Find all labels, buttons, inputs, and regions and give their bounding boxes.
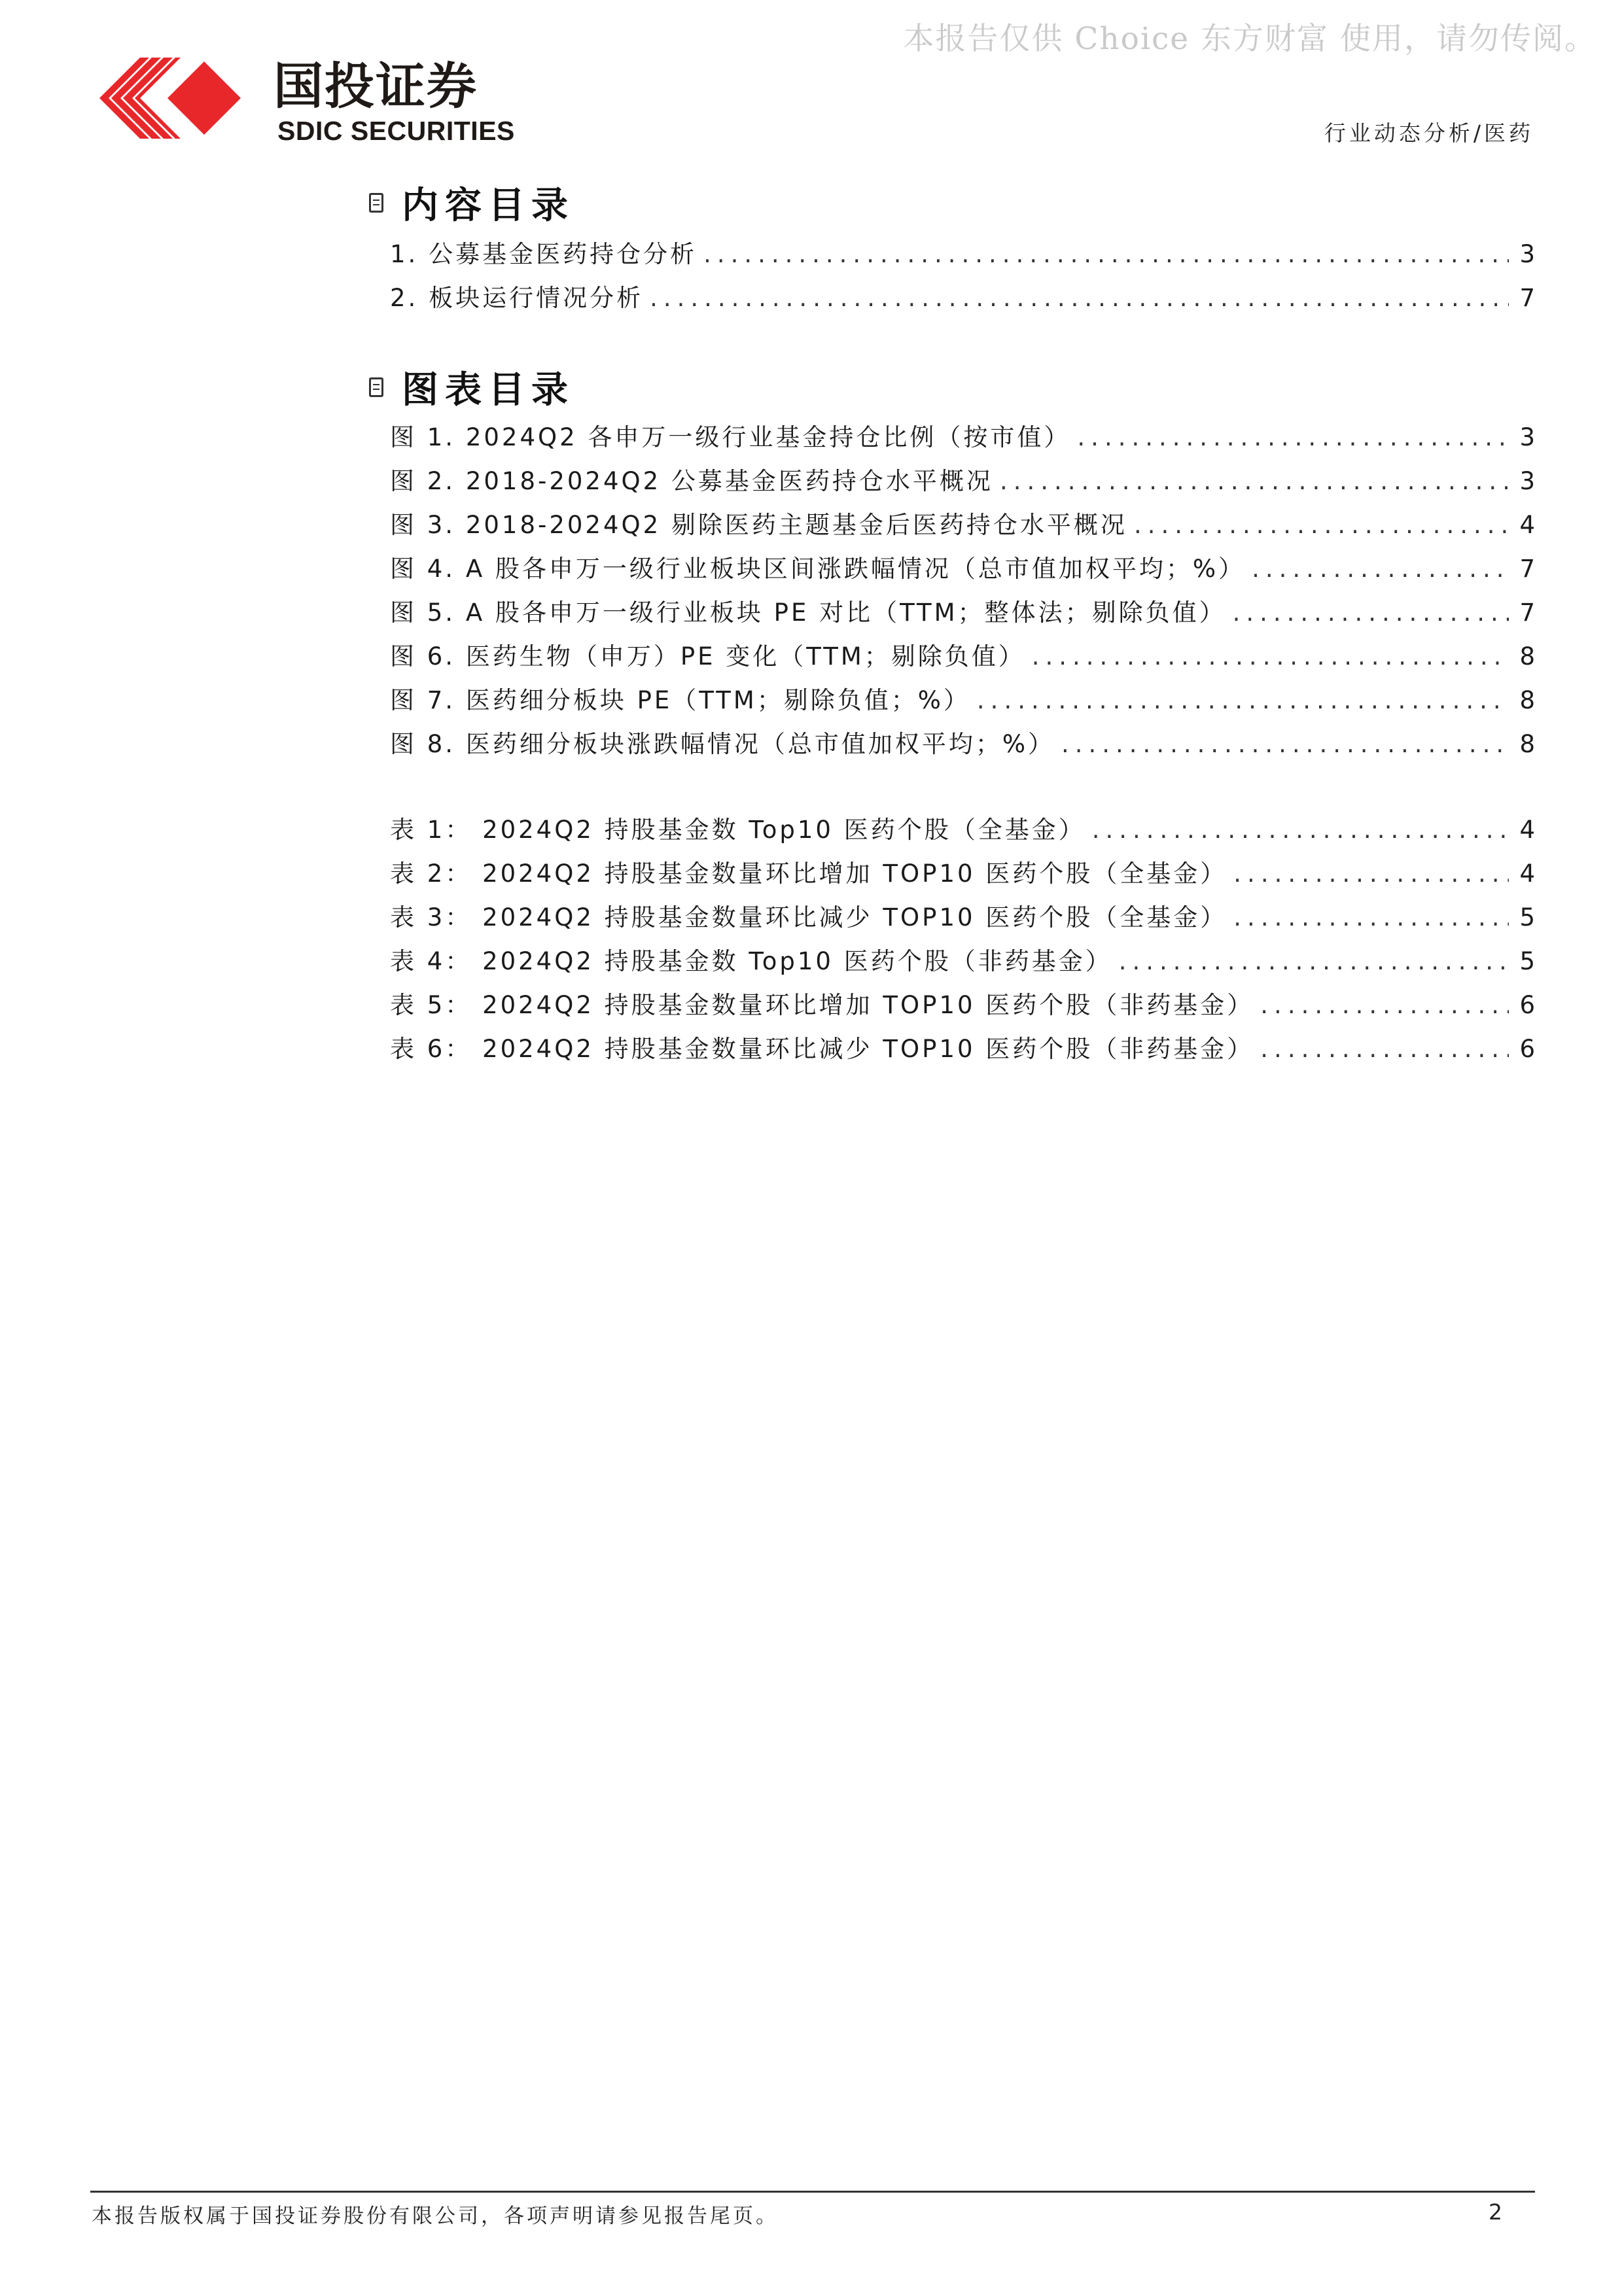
figure-entry-page: 8 <box>1519 686 1535 714</box>
figure-entry-page: 3 <box>1519 423 1535 451</box>
figure-entry-label: 图 1. 2024Q2 各申万一级行业基金持仓比例（按市值） <box>390 423 1071 451</box>
figure-entry-label: 图 5. A 股各申万一级行业板块 PE 对比（TTM；整体法；剔除负值） <box>390 599 1226 627</box>
dot-leader <box>1119 947 1509 975</box>
table-entry[interactable] <box>390 810 1535 854</box>
table-entry[interactable] <box>390 985 1535 1029</box>
logo-mark-icon <box>92 58 262 149</box>
dot-leader <box>1260 1035 1509 1063</box>
figure-entry[interactable] <box>390 724 1535 768</box>
figures-title: 图表目录 <box>402 369 574 411</box>
figure-entry[interactable] <box>390 680 1535 724</box>
figure-entry[interactable] <box>390 636 1535 680</box>
page-number: 2 <box>1489 2199 1502 2225</box>
figure-entry-label: 图 2. 2018-2024Q2 公募基金医药持仓水平概况 <box>390 467 993 495</box>
dot-leader <box>1260 991 1509 1019</box>
table-entry-label: 表 5： 2024Q2 持股基金数量环比增加 TOP10 医药个股（非药基金） <box>390 991 1254 1019</box>
table-entry[interactable] <box>390 941 1535 985</box>
table-entry-page: 5 <box>1519 903 1535 931</box>
figure-entry-label: 图 4. A 股各申万一级行业板块区间涨跌幅情况（总市值加权平均；%） <box>390 555 1246 583</box>
figure-entry[interactable] <box>390 461 1535 505</box>
figure-entry-page: 8 <box>1519 642 1535 670</box>
dot-leader <box>1000 467 1509 495</box>
dot-leader <box>1233 599 1509 627</box>
toc-entry-label: 2. 板块运行情况分析 <box>390 284 644 312</box>
table-entry-label: 表 6： 2024Q2 持股基金数量环比减少 TOP10 医药个股（非药基金） <box>390 1035 1254 1063</box>
dot-leader <box>1032 642 1509 670</box>
figure-entry-label: 图 3. 2018-2024Q2 剔除医药主题基金后医药持仓水平概况 <box>390 511 1127 539</box>
dot-leader <box>650 284 1509 312</box>
footer-disclaimer: 本报告版权属于国投证券股份有限公司，各项声明请参见报告尾页。 <box>92 2204 779 2228</box>
figure-entry[interactable] <box>390 505 1535 549</box>
figure-entry[interactable] <box>390 417 1535 461</box>
dot-leader <box>1077 423 1509 451</box>
dot-leader <box>1233 860 1509 888</box>
toc-entry-label: 1. 公募基金医药持仓分析 <box>390 240 697 268</box>
toc-entry-page: 7 <box>1519 284 1535 312</box>
table-entry-page: 6 <box>1519 991 1535 1019</box>
dot-leader <box>1061 730 1509 758</box>
table-entry-label: 表 1： 2024Q2 持股基金数 Top10 医药个股（全基金） <box>390 816 1086 844</box>
table-entry[interactable] <box>390 897 1535 941</box>
dot-leader <box>1092 816 1509 844</box>
dot-leader <box>703 240 1509 268</box>
toc-entry[interactable] <box>390 234 1535 278</box>
contents-heading <box>369 177 574 229</box>
figure-entry-label: 图 8. 医药细分板块涨跌幅情况（总市值加权平均；%） <box>390 730 1055 758</box>
contents-title: 内容目录 <box>402 184 574 227</box>
dot-leader <box>1252 555 1509 583</box>
figure-entry[interactable] <box>390 593 1535 636</box>
toc-entry[interactable] <box>390 278 1535 322</box>
dot-leader <box>1233 903 1509 931</box>
figures-heading <box>369 361 574 413</box>
company-logo <box>92 58 537 149</box>
figure-entry-page: 4 <box>1519 511 1535 539</box>
figure-entry-page: 7 <box>1519 555 1535 583</box>
table-entry[interactable] <box>390 1029 1535 1073</box>
footer-divider <box>90 2191 1535 2193</box>
figure-entry-page: 8 <box>1519 730 1535 758</box>
table-entry-page: 5 <box>1519 947 1535 975</box>
figures-list <box>390 417 1535 768</box>
table-entry-label: 表 3： 2024Q2 持股基金数量环比减少 TOP10 医药个股（全基金） <box>390 903 1227 931</box>
figure-entry-label: 图 6. 医药生物（申万）PE 变化（TTM；剔除负值） <box>390 642 1025 670</box>
toc-entry-page: 3 <box>1519 240 1535 268</box>
figure-entry-page: 3 <box>1519 467 1535 495</box>
figure-entry[interactable] <box>390 549 1535 593</box>
tables-list <box>390 810 1535 1073</box>
watermark-text: 本报告仅供 Choice 东方财富 使用，请勿传阅。 <box>903 21 1597 57</box>
dot-leader <box>1134 511 1509 539</box>
logo-english-name: SDIC SECURITIES <box>277 116 515 146</box>
document-list-icon <box>369 193 383 213</box>
table-entry-page: 4 <box>1519 816 1535 844</box>
contents-list <box>390 234 1535 322</box>
report-category: 行业动态分析/医药 <box>1324 120 1534 146</box>
table-entry-page: 6 <box>1519 1035 1535 1063</box>
table-entry-label: 表 4： 2024Q2 持股基金数 Top10 医药个股（非药基金） <box>390 947 1112 975</box>
dot-leader <box>977 686 1509 714</box>
table-entry-page: 4 <box>1519 860 1535 888</box>
figure-entry-page: 7 <box>1519 599 1535 627</box>
document-list-icon <box>369 377 383 397</box>
logo-chinese-name: 国投证券 <box>274 57 478 115</box>
figure-entry-label: 图 7. 医药细分板块 PE（TTM；剔除负值；%） <box>390 686 970 714</box>
table-entry-label: 表 2： 2024Q2 持股基金数量环比增加 TOP10 医药个股（全基金） <box>390 860 1227 888</box>
table-entry[interactable] <box>390 854 1535 897</box>
